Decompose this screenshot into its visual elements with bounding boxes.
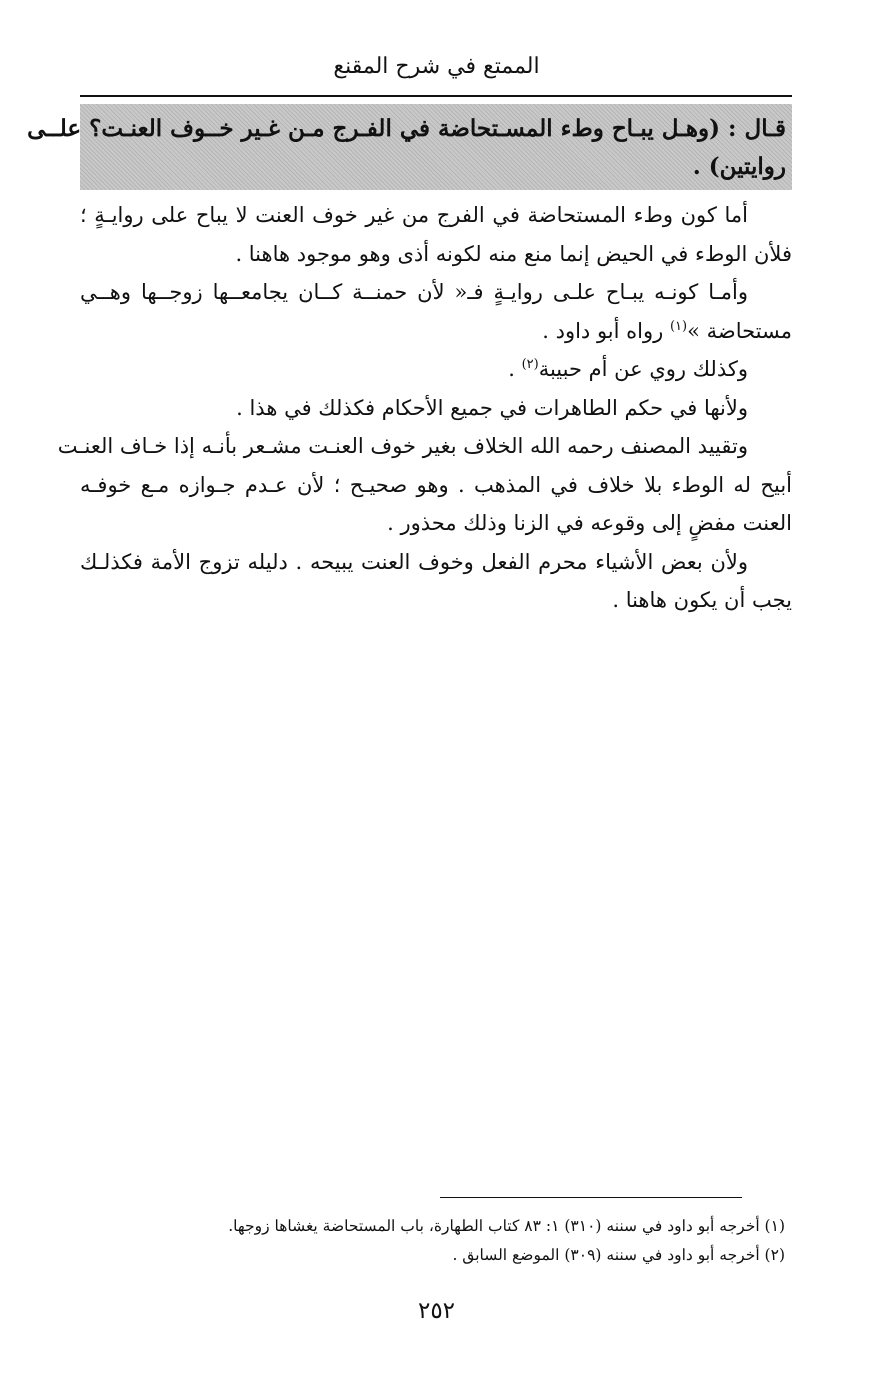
- body-line: وأمـا كونـه يبـاح علـى روايـةٍ فـ« لأن حمنــة كــان يجامعــها زوجــها وهــي: [80, 280, 748, 304]
- body-line: أبيح له الوطء بلا خلاف في المذهب . وهو صحيـح ؛ لأن عـدم جـوازه مـع خوفـه: [80, 472, 792, 497]
- body-line: [80, 312, 792, 351]
- matn-line-1: قـال : (وهـل يبـاح وطء المسـتحاضة في الفـرج مـن غـير خــوف العنـت؟ علــى: [27, 115, 786, 142]
- running-header: الممتع في شرح المقنع: [333, 54, 540, 79]
- page-number: ٢٥٢: [417, 1298, 456, 1324]
- body-line: يجب أن يكون هاهنا .: [612, 588, 792, 612]
- body-line: فلأن الوطء في الحيض إنما منع منه لكونه أذى وهو موجود هاهنا .: [235, 241, 792, 266]
- matn-highlight-box: [27, 104, 792, 190]
- footnotes: [80, 1212, 785, 1270]
- matn-line-2: روايتين) .: [692, 153, 786, 180]
- footnote-ref-1: (١): [669, 318, 688, 334]
- footnote-2: (٢) أخرجه أبو داود في سننه (٣٠٩) الموضع السابق .: [452, 1246, 785, 1264]
- body-text: .: [508, 357, 515, 381]
- body-line: ولأن بعض الأشياء محرم الفعل وخوف العنت يبيحه . دليله تزوج الأمة فكذلـك: [80, 549, 748, 574]
- commentary-body: [57, 196, 792, 620]
- body-line: العنت مفضٍ إلى وقوعه في الزنا وذلك محذور .: [387, 511, 792, 535]
- body-line: ولأنها في حكم الطاهرات في جميع الأحكام فكذلك في هذا .: [236, 395, 748, 420]
- footnote-rule: [440, 1197, 742, 1198]
- body-line: أما كون وطء المستحاضة في الفرج من غير خوف العنت لا يباح على روايـةٍ ؛: [80, 203, 748, 227]
- body-text: وكذلك روي عن أم حبيبة: [538, 357, 748, 381]
- footnote-1: (١) أخرجه أبو داود في سننه (٣١٠) ١: ٨٣ كتاب الطهارة، باب المستحاضة يغشاها زوجها.: [228, 1217, 785, 1235]
- body-line: [80, 350, 792, 389]
- body-text: رواه أبو داود .: [542, 318, 664, 343]
- footnote-ref-2: (٢): [521, 357, 539, 372]
- body-line: وتقييد المصنف رحمه الله الخلاف بغير خوف العنـت مشـعر بأنـه إذا خـاف العنـت: [57, 434, 748, 458]
- body-text: مستحاضة »: [687, 318, 792, 343]
- header-rule: [80, 95, 792, 97]
